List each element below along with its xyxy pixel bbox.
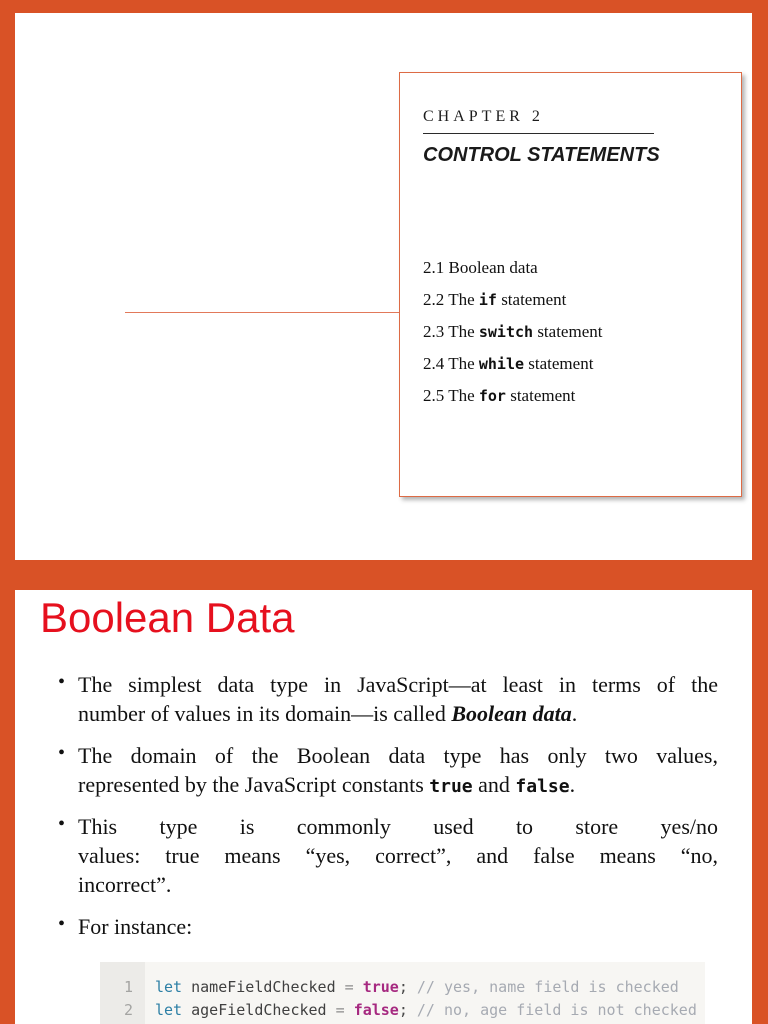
bullet-list xyxy=(55,670,718,941)
toc-keyword: for xyxy=(478,387,506,405)
code-constant-false: false xyxy=(515,776,570,797)
token-identifier: nameFieldChecked xyxy=(182,978,345,996)
toc-list xyxy=(423,252,741,412)
bullet-text: . xyxy=(569,772,576,797)
token-semicolon: ; xyxy=(398,1001,408,1019)
code-line xyxy=(100,999,705,1022)
toc-item-if-statement xyxy=(423,284,741,316)
toc-keyword: if xyxy=(478,291,497,309)
line-number: 2 xyxy=(123,1001,133,1019)
bullet-domain-two-values xyxy=(55,741,718,801)
bullet-line: • The simplest data type in JavaScript—at least in terms of the xyxy=(78,672,718,697)
bullet-text: number of values in its domain—is called xyxy=(78,701,452,726)
bullet-line: • This type is commonly used to store yes/no xyxy=(78,814,718,839)
token-comment: // no, age field is not checked xyxy=(407,1001,697,1019)
toc-item-boolean-data xyxy=(423,252,741,284)
token-identifier: ageFieldChecked xyxy=(182,1001,336,1019)
toc-text: 2.5 The xyxy=(423,386,479,405)
bullet-line: • For instance: xyxy=(78,914,193,939)
toc-text: 2.3 The xyxy=(423,322,479,341)
chapter-title: CONTROL STATEMENTS xyxy=(423,144,660,166)
code-constant-true: true xyxy=(429,776,473,797)
bullet-line: • The domain of the Boolean data type has only two values, xyxy=(78,743,718,768)
token-keyword: let xyxy=(155,1001,183,1019)
bullet-simplest-data-type xyxy=(55,670,718,728)
bullet-emphasis: Boolean data xyxy=(451,701,572,726)
toc-keyword: while xyxy=(478,355,525,373)
slide-chapter-cover xyxy=(15,13,752,560)
code-rows xyxy=(100,962,705,1022)
code-snippet xyxy=(100,962,705,1024)
toc-text: statement xyxy=(533,322,603,341)
chapter-label: CHAPTER 2 xyxy=(423,108,544,125)
toc-text: 2.4 The xyxy=(423,354,479,373)
toc-item-while-statement xyxy=(423,348,741,380)
line-number: 1 xyxy=(123,978,133,996)
toc-text: 2.2 The xyxy=(423,290,479,309)
bullet-line: incorrect”. xyxy=(78,872,172,897)
toc-keyword: switch xyxy=(478,323,534,341)
toc-text: statement xyxy=(524,354,594,373)
bullet-text: . xyxy=(571,701,578,726)
bullet-for-instance xyxy=(55,912,718,941)
token-comment: // yes, name field is checked xyxy=(407,978,679,996)
token-operator: = xyxy=(344,978,363,996)
toc-text: statement xyxy=(496,290,567,309)
toc-text: statement xyxy=(505,386,576,405)
toc-text: 2.1 Boolean data xyxy=(423,258,538,277)
token-boolean: true xyxy=(362,978,399,996)
code-text xyxy=(145,999,697,1022)
bullet-text: represented by the JavaScript constants xyxy=(78,772,430,797)
slide-title: Boolean Data xyxy=(40,594,295,641)
chapter-underline xyxy=(423,133,654,134)
bullet-line xyxy=(78,699,718,728)
code-line xyxy=(100,976,705,999)
slide-boolean-data xyxy=(15,590,752,1024)
divider-line xyxy=(125,312,400,313)
toc-item-for-statement xyxy=(423,380,741,412)
bullet-text: and xyxy=(472,772,516,797)
token-operator: = xyxy=(335,1001,354,1019)
token-keyword: let xyxy=(155,978,183,996)
bullet-line: values: true means “yes, correct”, and false means “no, xyxy=(78,843,718,868)
chapter-box xyxy=(399,72,742,497)
bullet-line xyxy=(78,770,718,801)
code-text xyxy=(145,976,679,999)
token-semicolon: ; xyxy=(398,978,408,996)
bullet-yes-no-values xyxy=(55,812,718,899)
toc-item-switch-statement xyxy=(423,316,741,348)
token-boolean: false xyxy=(353,1001,399,1019)
